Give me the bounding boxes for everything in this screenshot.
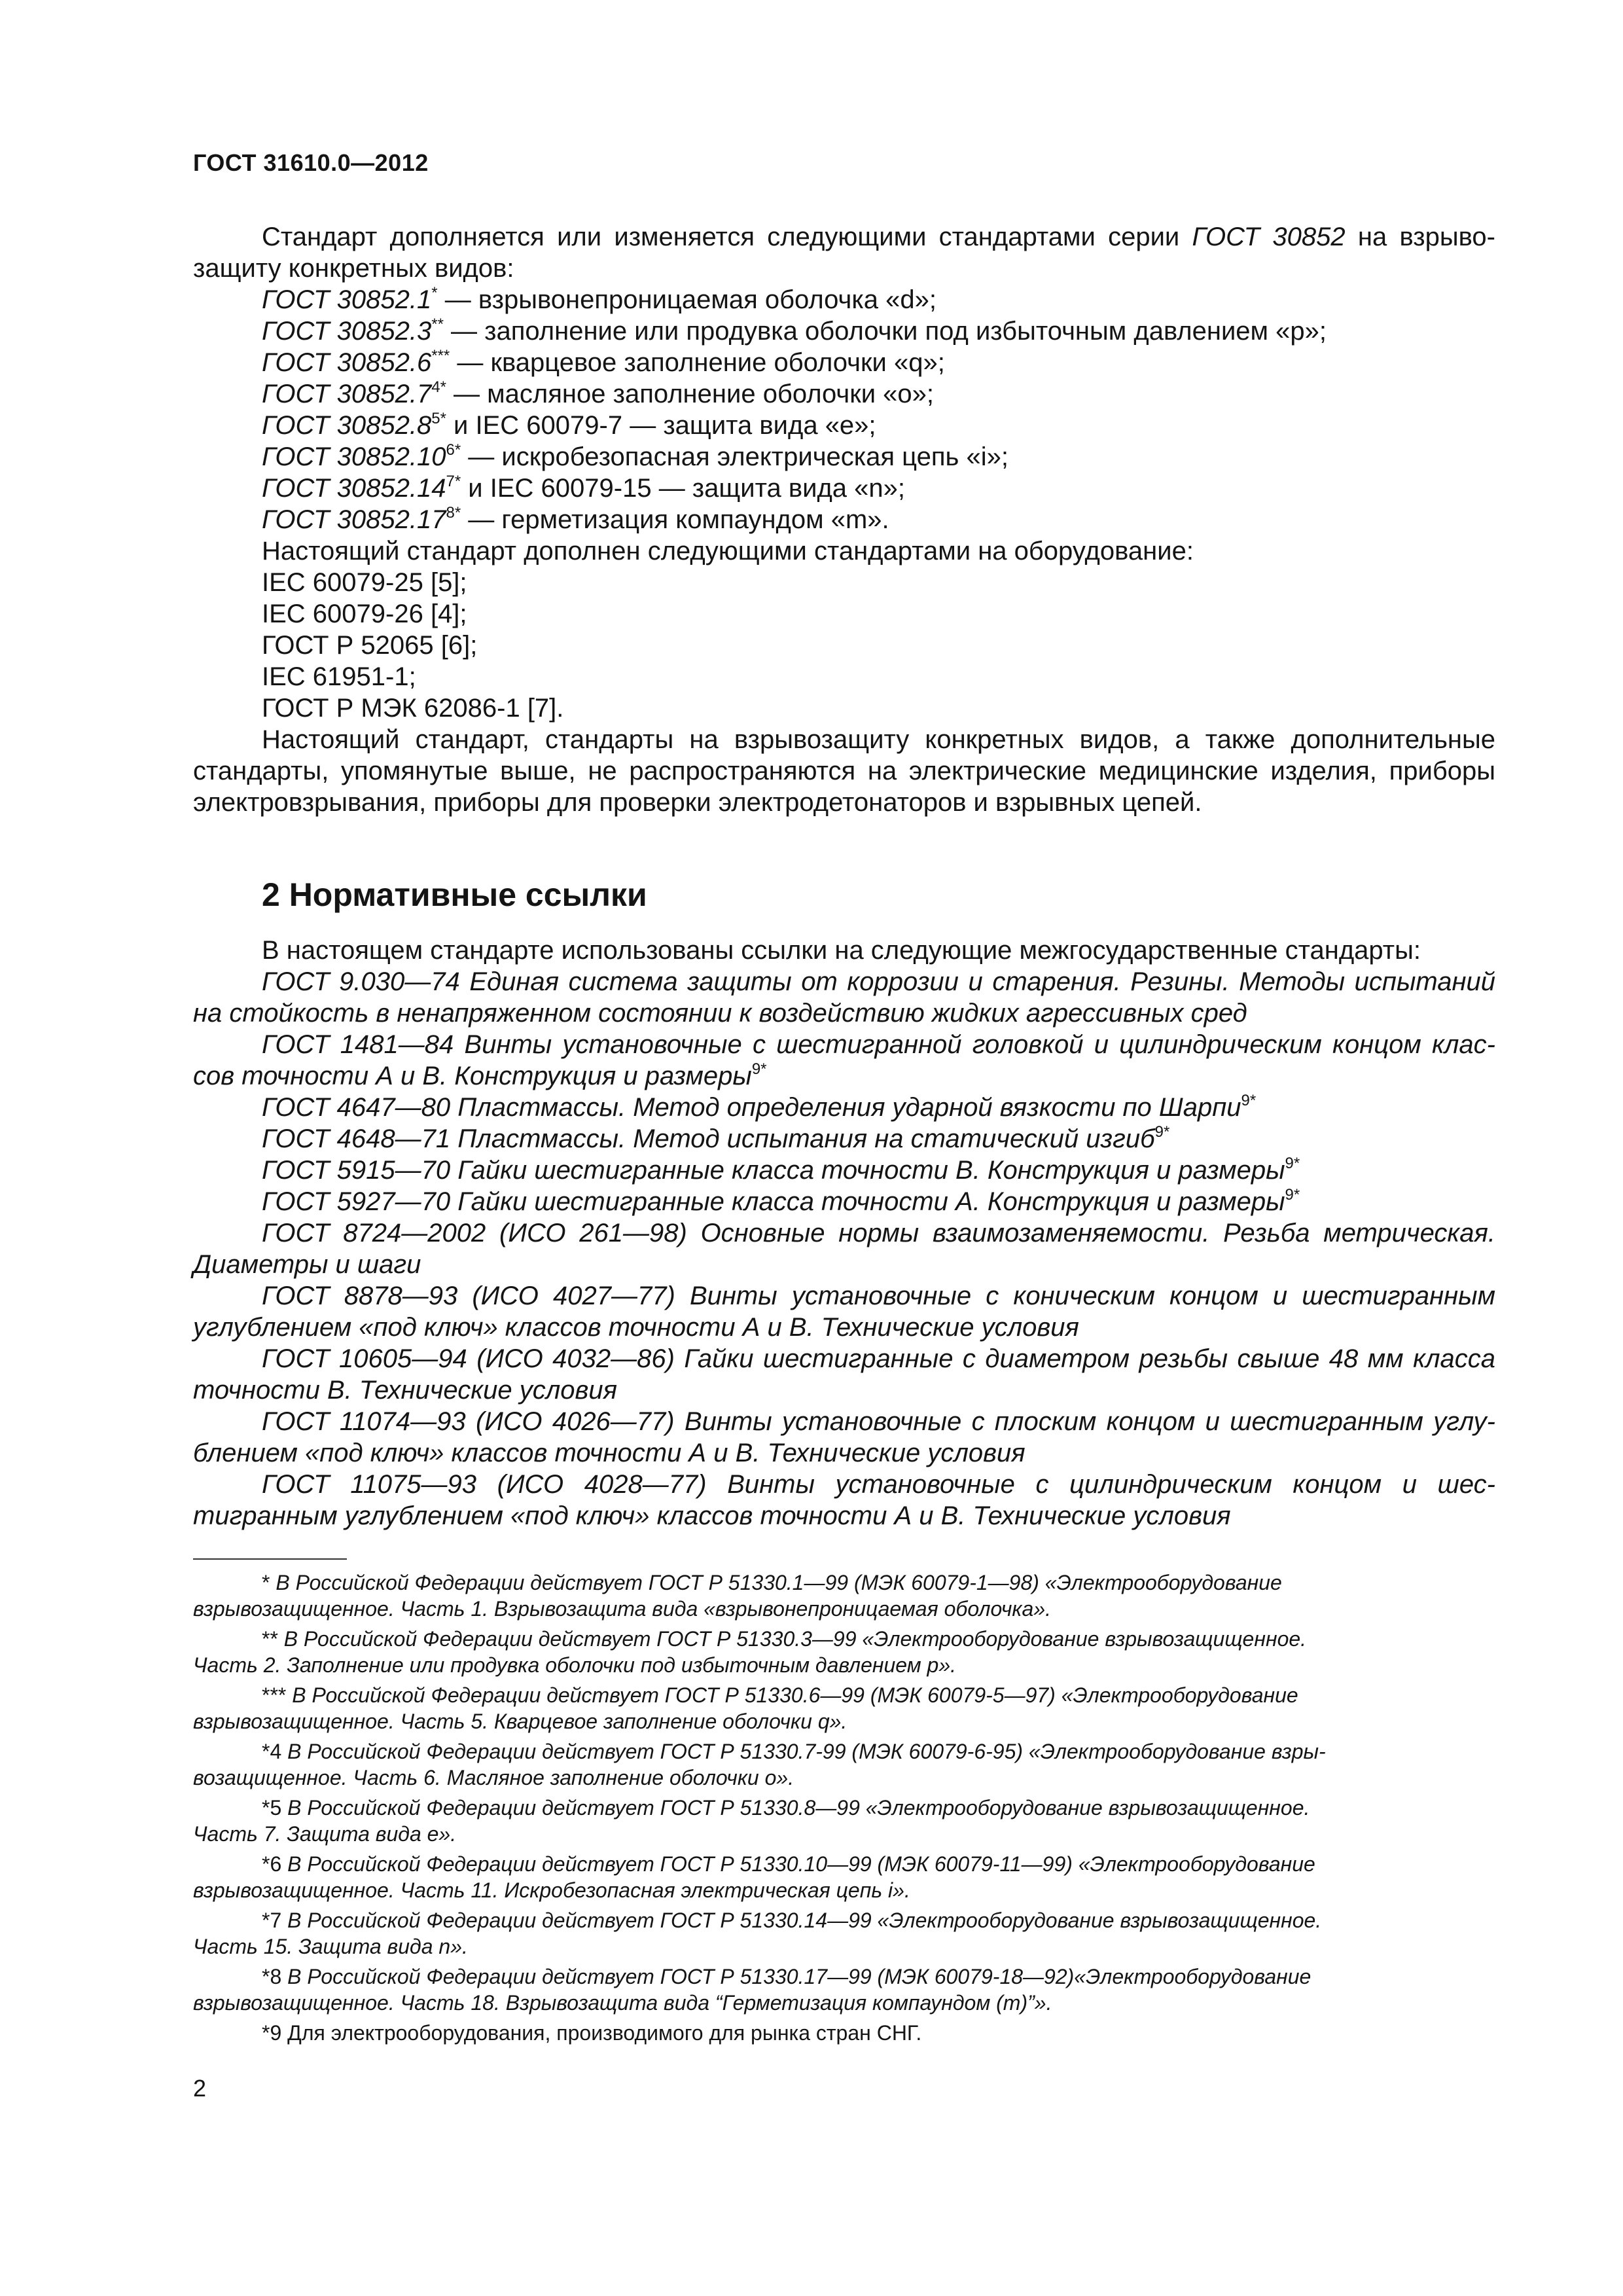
intro-text: Стандарт дополняется или изменяется следующими стандартами серии — [262, 223, 1180, 251]
reference-line: Диаметры и шаги — [193, 1250, 421, 1279]
footnote-text: В Российской Федерации действует ГОСТ Р 51330.14—99 «Электрооборудование взрывозащищенное. — [287, 1909, 1322, 1932]
footnote-mark: 7* — [446, 473, 461, 490]
footnote — [262, 1570, 1495, 1596]
reference-line: ГОСТ 9.030—74 Единая система защиты от коррозии и старения. Резины. Методы испытаний — [262, 967, 1495, 996]
standard-code: ГОСТ 30852.6 — [262, 348, 432, 377]
standard-code: ГОСТ 30852.14 — [262, 474, 446, 503]
footnote — [262, 1907, 1495, 1933]
footnote — [262, 1682, 1495, 1708]
standard-code: ГОСТ 30852.1 — [262, 285, 432, 314]
reference-line — [262, 1092, 1495, 1123]
standard-item — [262, 410, 1495, 441]
standard-code: ГОСТ 30852.7 — [262, 380, 432, 408]
footnote-line: возащищенное. Часть 6. Масляное заполнение оболочки о». — [193, 1766, 794, 1789]
footnote-mark: 9* — [1285, 1186, 1300, 1204]
series-name: ГОСТ 30852 — [1192, 223, 1346, 251]
reference-text: сов точности А и В. Конструкция и размеры — [193, 1062, 752, 1090]
footnote-mark: 9* — [1154, 1123, 1170, 1141]
standard-item — [262, 441, 1495, 473]
reference-line: ГОСТ 11075—93 (ИСО 4028—77) Винты установочные с цилиндрическим концом и шес- — [262, 1470, 1495, 1499]
standard-item — [262, 473, 1495, 504]
standard-item — [262, 347, 1495, 378]
footnote-line: взрывозащищенное. Часть 18. Взрывозащита вида “Герметизация компаундом (m)”». — [193, 1991, 1052, 2015]
standard-code: ГОСТ 30852.10 — [262, 442, 446, 471]
reference-line: ГОСТ 1481—84 Винты установочные с шестигранной головкой и цилиндрическим концом клас- — [262, 1030, 1495, 1059]
standard-desc: — масляное заполнение оболочки «o»; — [446, 380, 935, 408]
footnote-mark: ** — [431, 315, 444, 333]
standard-desc: и IEC 60079-7 — защита вида «e»; — [446, 411, 876, 440]
footnote-text: В Российской Федерации действует ГОСТ Р 51330.10—99 (МЭК 60079-11—99) «Электрооборудование — [287, 1852, 1315, 1876]
footnote-mark: *** — [431, 347, 450, 365]
reference-line: блением «под ключ» классов точности А и В. Технические условия — [193, 1439, 1026, 1467]
equipment-item: ГОСТ Р 52065 [6]; — [262, 631, 478, 660]
equipment-item: IEC 61951-1; — [262, 662, 416, 691]
scope-paragraph-line: Настоящий стандарт, стандарты на взрывозащиту конкретных видов, а также дополнительные — [262, 725, 1495, 754]
scope-paragraph-line: электровзрывания, приборы для проверки электродетонаторов и взрывных цепей. — [193, 788, 1202, 817]
reference-line: на стойкость в ненапряженном состоянии к воздействию жидких агрессивных сред — [193, 999, 1247, 1028]
footnote-line: Часть 2. Заполнение или продувка оболочки под избыточным давлением р». — [193, 1653, 957, 1677]
footnote-mark: 6* — [446, 441, 461, 459]
footnote-text: Для электрооборудования, производимого для рынка стран СНГ. — [287, 2021, 922, 2045]
reference-line: ГОСТ 11074—93 (ИСО 4026—77) Винты установочные с плоским концом и шестигранным углу- — [262, 1407, 1495, 1436]
footnote-mark: * — [262, 1571, 270, 1594]
reference-line — [262, 1155, 1495, 1186]
standard-desc: и IEC 60079-15 — защита вида «n»; — [461, 474, 906, 503]
footnote-text: В Российской Федерации действует ГОСТ Р 51330.6—99 (МЭК 60079-5—97) «Электрооборудование — [292, 1683, 1298, 1707]
footnote-mark: * — [431, 284, 438, 302]
footnote-mark: *4 — [262, 1740, 282, 1763]
footnote-line: Часть 15. Защита вида n». — [193, 1935, 468, 1958]
footnote-text: В Российской Федерации действует ГОСТ Р 51330.1—99 (МЭК 60079-1—98) «Электрооборудование — [276, 1571, 1282, 1594]
intro-paragraph-line — [262, 221, 1495, 253]
footnote-mark: ** — [262, 1627, 278, 1651]
reference-line — [262, 1186, 1495, 1217]
reference-text: ГОСТ 4648—71 Пластмассы. Метод испытания на статический изгиб — [262, 1124, 1155, 1153]
footnote — [262, 1626, 1495, 1652]
equipment-item: IEC 60079-26 [4]; — [262, 600, 467, 628]
reference-line: ГОСТ 8724—2002 (ИСО 261—98) Основные нормы взаимозаменяемости. Резьба метрическая. — [262, 1219, 1495, 1247]
standard-desc: — искробезопасная электрическая цепь «i»; — [461, 442, 1008, 471]
footnote-line: Часть 7. Защита вида е». — [193, 1822, 457, 1846]
standard-item — [262, 378, 1495, 410]
equipment-item: IEC 60079-25 [5]; — [262, 568, 467, 597]
footnote-line: взрывозащищенное. Часть 11. Искробезопасная электрическая цепь i». — [193, 1878, 910, 1902]
reference-line: тигранным углублением «под ключ» классов точности А и В. Технические условия — [193, 1501, 1231, 1530]
footnote-mark: *7 — [262, 1909, 282, 1932]
footnote-separator — [193, 1558, 347, 1560]
reference-line — [262, 1123, 1495, 1155]
standard-desc: — кварцевое заполнение оболочки «q»; — [450, 348, 945, 377]
reference-line: ГОСТ 8878—93 (ИСО 4027—77) Винты установочные с коническим концом и шестигранным — [262, 1282, 1495, 1310]
standard-item — [262, 504, 1495, 535]
footnote-text: В Российской Федерации действует ГОСТ Р 51330.7-99 (МЭК 60079-6-95) «Электрооборудование взры- — [287, 1740, 1326, 1763]
footnote-line: взрывозащищенное. Часть 5. Кварцевое заполнение оболочки q». — [193, 1710, 847, 1733]
reference-text: ГОСТ 4647—80 Пластмассы. Метод определения ударной вязкости по Шарпи — [262, 1093, 1241, 1122]
footnote-text: В Российской Федерации действует ГОСТ Р 51330.17—99 (МЭК 60079-18—92)«Электрооборудование — [287, 1965, 1311, 1988]
equipment-item: ГОСТ Р МЭК 62086-1 [7]. — [262, 694, 564, 723]
footnote-line: взрывозащищенное. Часть 1. Взрывозащита вида «взрывонепроницаемая оболочка». — [193, 1597, 1052, 1621]
standard-item — [262, 315, 1495, 347]
footnote-mark: 9* — [751, 1060, 767, 1078]
equipment-intro: Настоящий стандарт дополнен следующими стандартами на оборудование: — [262, 537, 1194, 565]
standard-code: ГОСТ 30852.17 — [262, 505, 446, 534]
standard-desc: — герметизация компаундом «m». — [461, 505, 889, 534]
footnote — [262, 1964, 1495, 1990]
footnote-mark: *6 — [262, 1852, 282, 1876]
footnote-mark: 9* — [1285, 1155, 1300, 1172]
footnote-mark: *9 — [262, 2021, 282, 2045]
reference-text: ГОСТ 5915—70 Гайки шестигранные класса точности В. Конструкция и размеры — [262, 1156, 1285, 1185]
footnote-text: В Российской Федерации действует ГОСТ Р 51330.3—99 «Электрооборудование взрывозащищенное. — [283, 1627, 1307, 1651]
footnote-mark: 5* — [431, 410, 446, 427]
footnote-mark: 4* — [431, 378, 446, 396]
footnote — [262, 1795, 1495, 1821]
reference-line: углублением «под ключ» классов точности А и В. Технические условия — [193, 1313, 1079, 1342]
footnote-mark: *8 — [262, 1965, 282, 1988]
footnote — [262, 1851, 1495, 1877]
reference-text: ГОСТ 5927—70 Гайки шестигранные класса точности А. Конструкция и размеры — [262, 1187, 1285, 1216]
section-heading: 2 Нормативные ссылки — [262, 876, 647, 913]
scope-paragraph-line: стандарты, упомянутые выше, не распространяются на электрические медицинские изделия, приборы — [193, 757, 1495, 785]
standard-code: ГОСТ 30852.8 — [262, 411, 432, 440]
standard-item — [262, 284, 1495, 315]
page-number: 2 — [193, 2075, 207, 2102]
standard-desc: — взрывонепроницаемая оболочка «d»; — [437, 285, 936, 314]
intro-paragraph-line: защиту конкретных видов: — [193, 254, 514, 283]
document-code-header: ГОСТ 31610.0—2012 — [193, 149, 429, 176]
footnote-mark: 8* — [446, 504, 461, 522]
footnote-mark: *** — [262, 1683, 287, 1707]
reference-line — [193, 1060, 1495, 1092]
standard-desc: — заполнение или продувка оболочки под избыточным давлением «p»; — [443, 317, 1327, 346]
section-lead: В настоящем стандарте использованы ссылки на следующие межгосударственные стандарты: — [262, 936, 1421, 965]
footnote-mark: 9* — [1241, 1092, 1257, 1109]
footnote-text: В Российской Федерации действует ГОСТ Р 51330.8—99 «Электрооборудование взрывозащищенное. — [287, 1796, 1310, 1820]
footnote — [262, 1738, 1495, 1765]
reference-line: точности В. Технические условия — [193, 1376, 618, 1405]
footnote — [262, 2020, 1495, 2046]
standard-code: ГОСТ 30852.3 — [262, 317, 432, 346]
footnote-mark: *5 — [262, 1796, 282, 1820]
intro-text: на взрыво- — [1357, 223, 1495, 251]
reference-line: ГОСТ 10605—94 (ИСО 4032—86) Гайки шестигранные с диаметром резьбы свыше 48 мм класса — [262, 1344, 1495, 1373]
